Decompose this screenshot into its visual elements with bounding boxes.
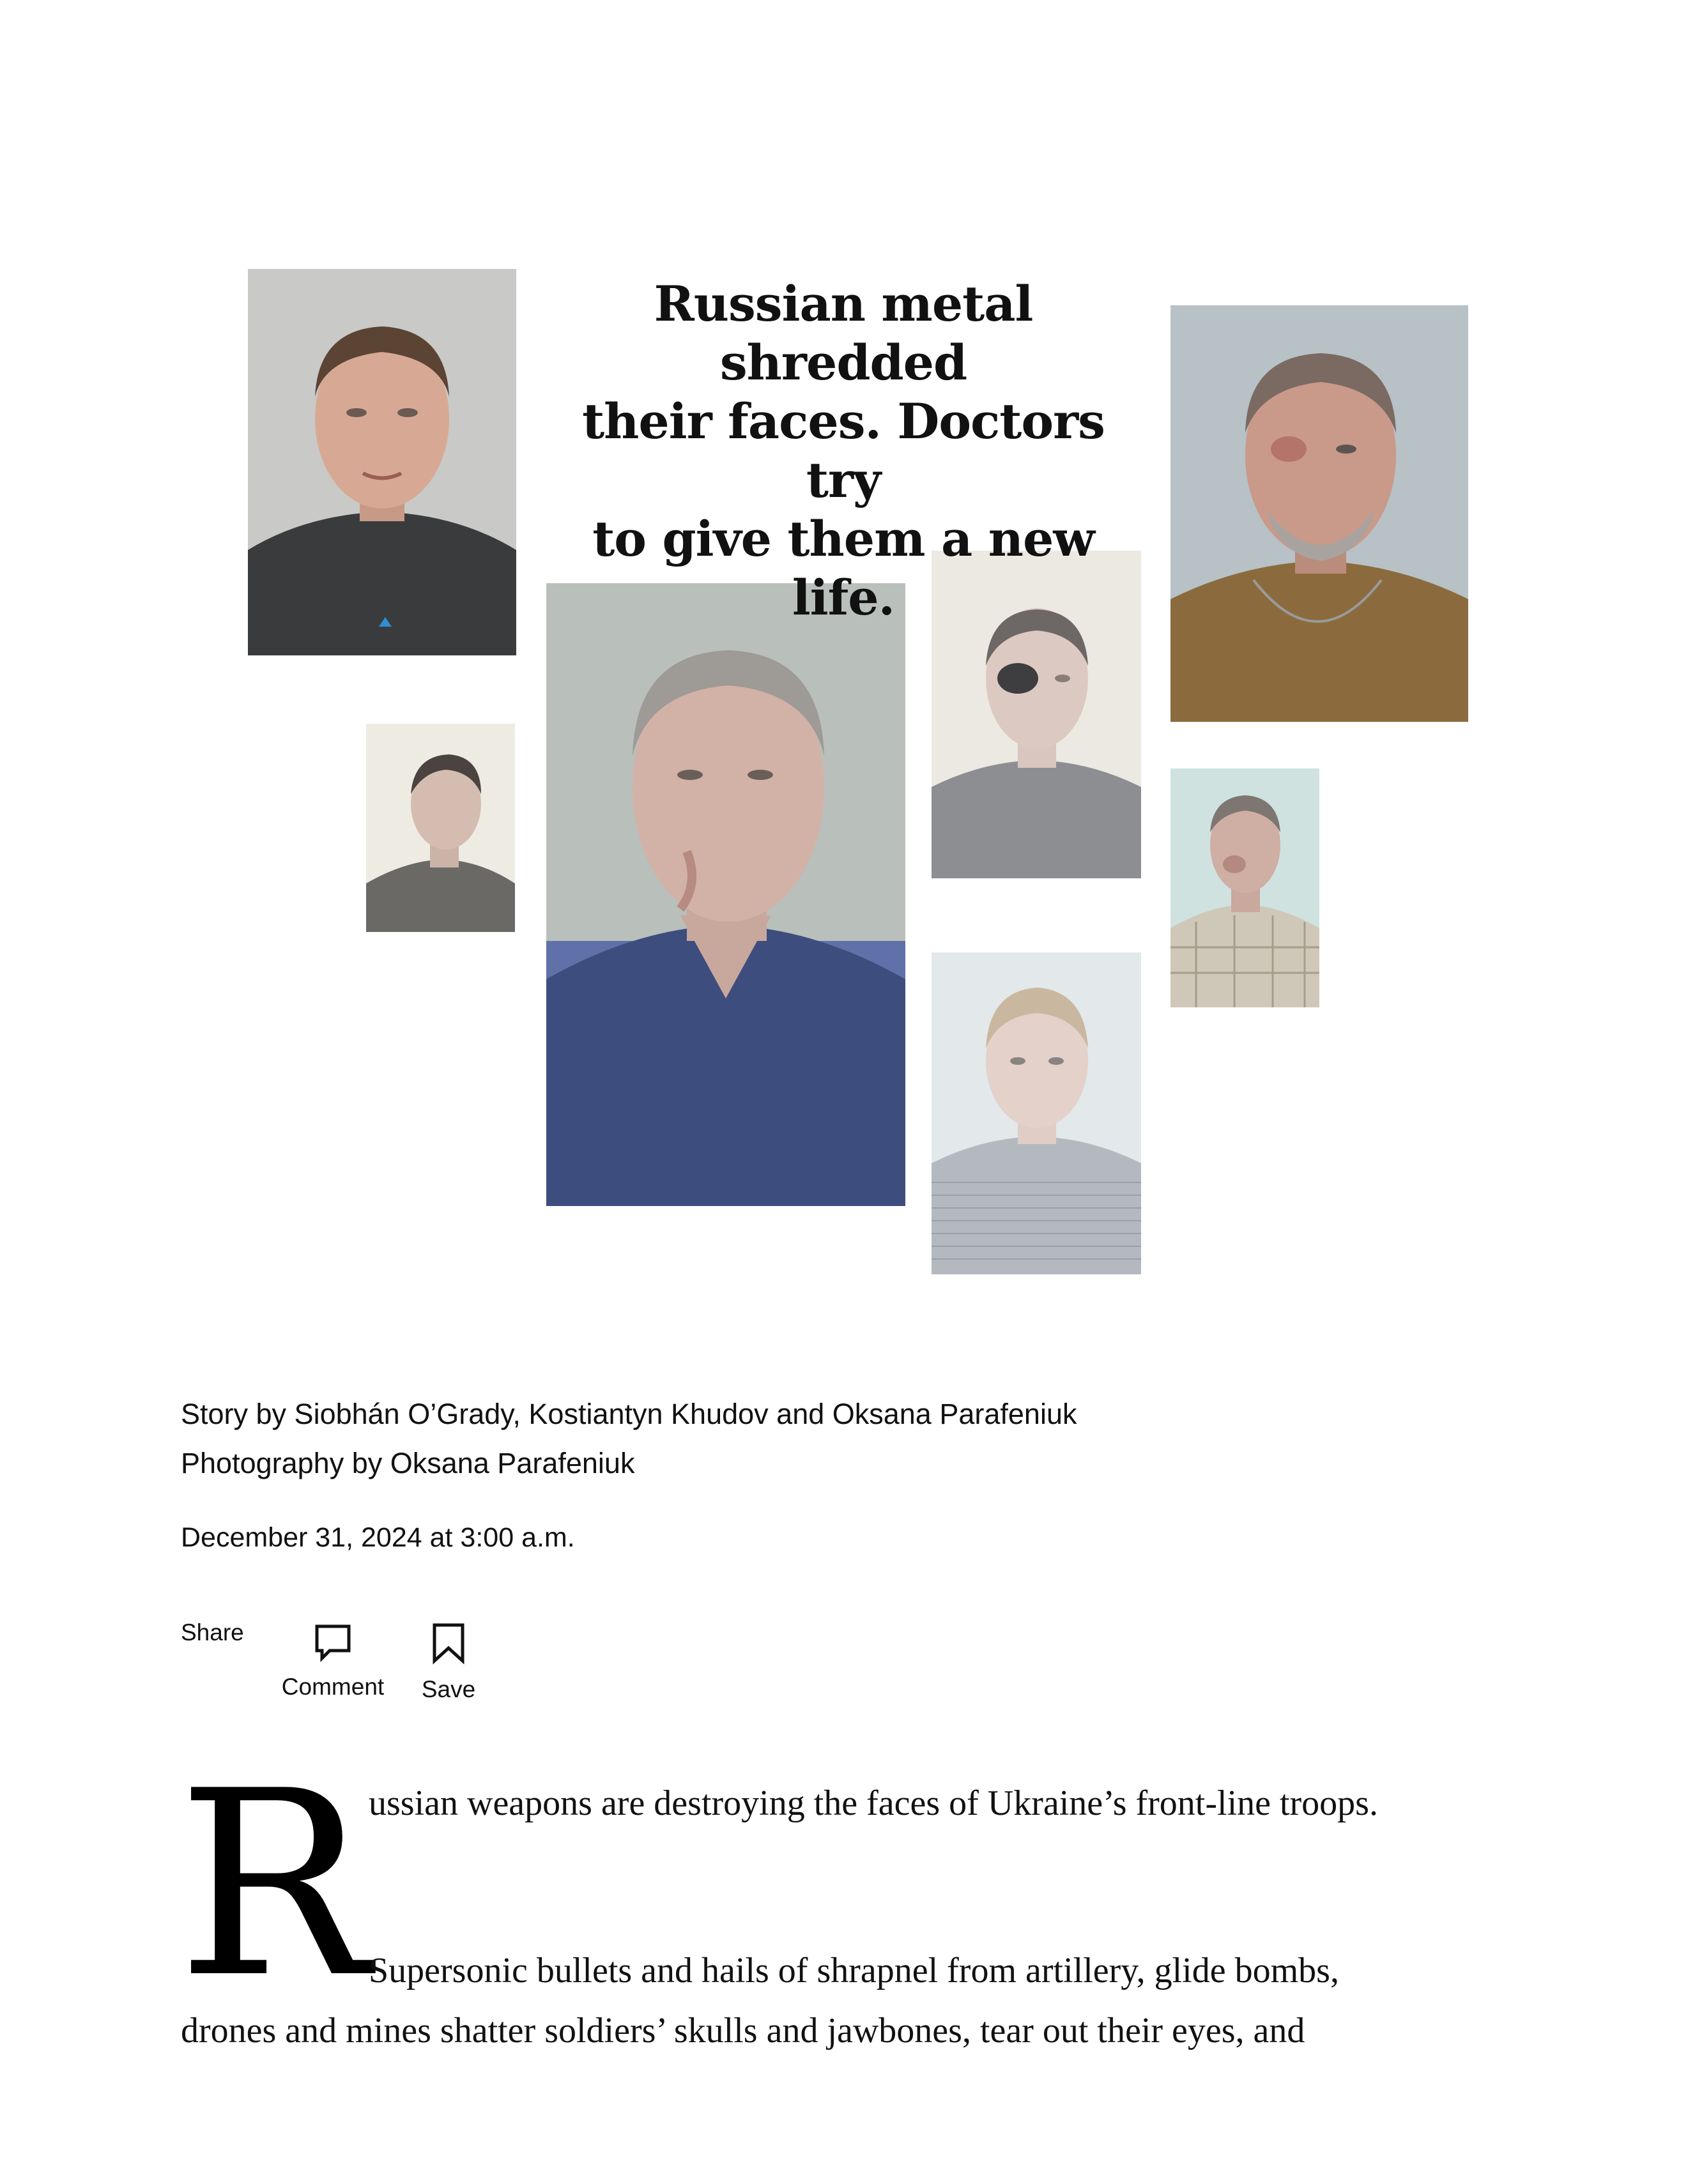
drop-cap: R <box>177 1737 370 2034</box>
headline <box>556 275 1131 627</box>
headline-line-1: Russian metal shredded <box>654 275 1033 391</box>
story-byline: Story by Siobhán O’Grady, Kostiantyn Khudov and Oksana Parafeniuk <box>181 1398 1077 1430</box>
publish-date: December 31, 2024 at 3:00 a.m. <box>181 1522 575 1553</box>
save-button[interactable] <box>417 1623 480 1703</box>
comment-label: Comment <box>281 1674 385 1700</box>
portrait-blond-man-striped-shirt <box>932 952 1141 1274</box>
comment-icon <box>313 1623 353 1662</box>
share-button[interactable]: Share <box>181 1619 244 1646</box>
portrait-man-eye-scar-brown-shirt <box>1170 305 1468 722</box>
save-label: Save <box>421 1676 476 1702</box>
bookmark-icon <box>431 1623 466 1665</box>
comment-button[interactable] <box>279 1623 387 1700</box>
portrait-man-plaid-shirt <box>1170 768 1319 1007</box>
article-paragraph-2-line-1: Supersonic bullets and hails of shrapnel from artillery, glide bombs, <box>369 1951 1339 1990</box>
portrait-young-man-dark-shirt <box>248 269 516 655</box>
article-paragraph-2-line-2: drones and mines shatter soldiers’ skulls and jawbones, tear out their eyes, and <box>181 2011 1305 2050</box>
article-paragraph-1: ussian weapons are destroying the faces of Ukraine’s front-line troops. <box>369 1783 1378 1823</box>
portrait-older-man-navy-polo <box>546 583 905 1206</box>
photography-byline: Photography by Oksana Parafeniuk <box>181 1447 635 1479</box>
headline-line-2: their faces. Doctors try <box>582 393 1105 508</box>
portrait-young-man-profile <box>366 724 515 932</box>
headline-line-3: to give them a new life. <box>592 510 1094 626</box>
